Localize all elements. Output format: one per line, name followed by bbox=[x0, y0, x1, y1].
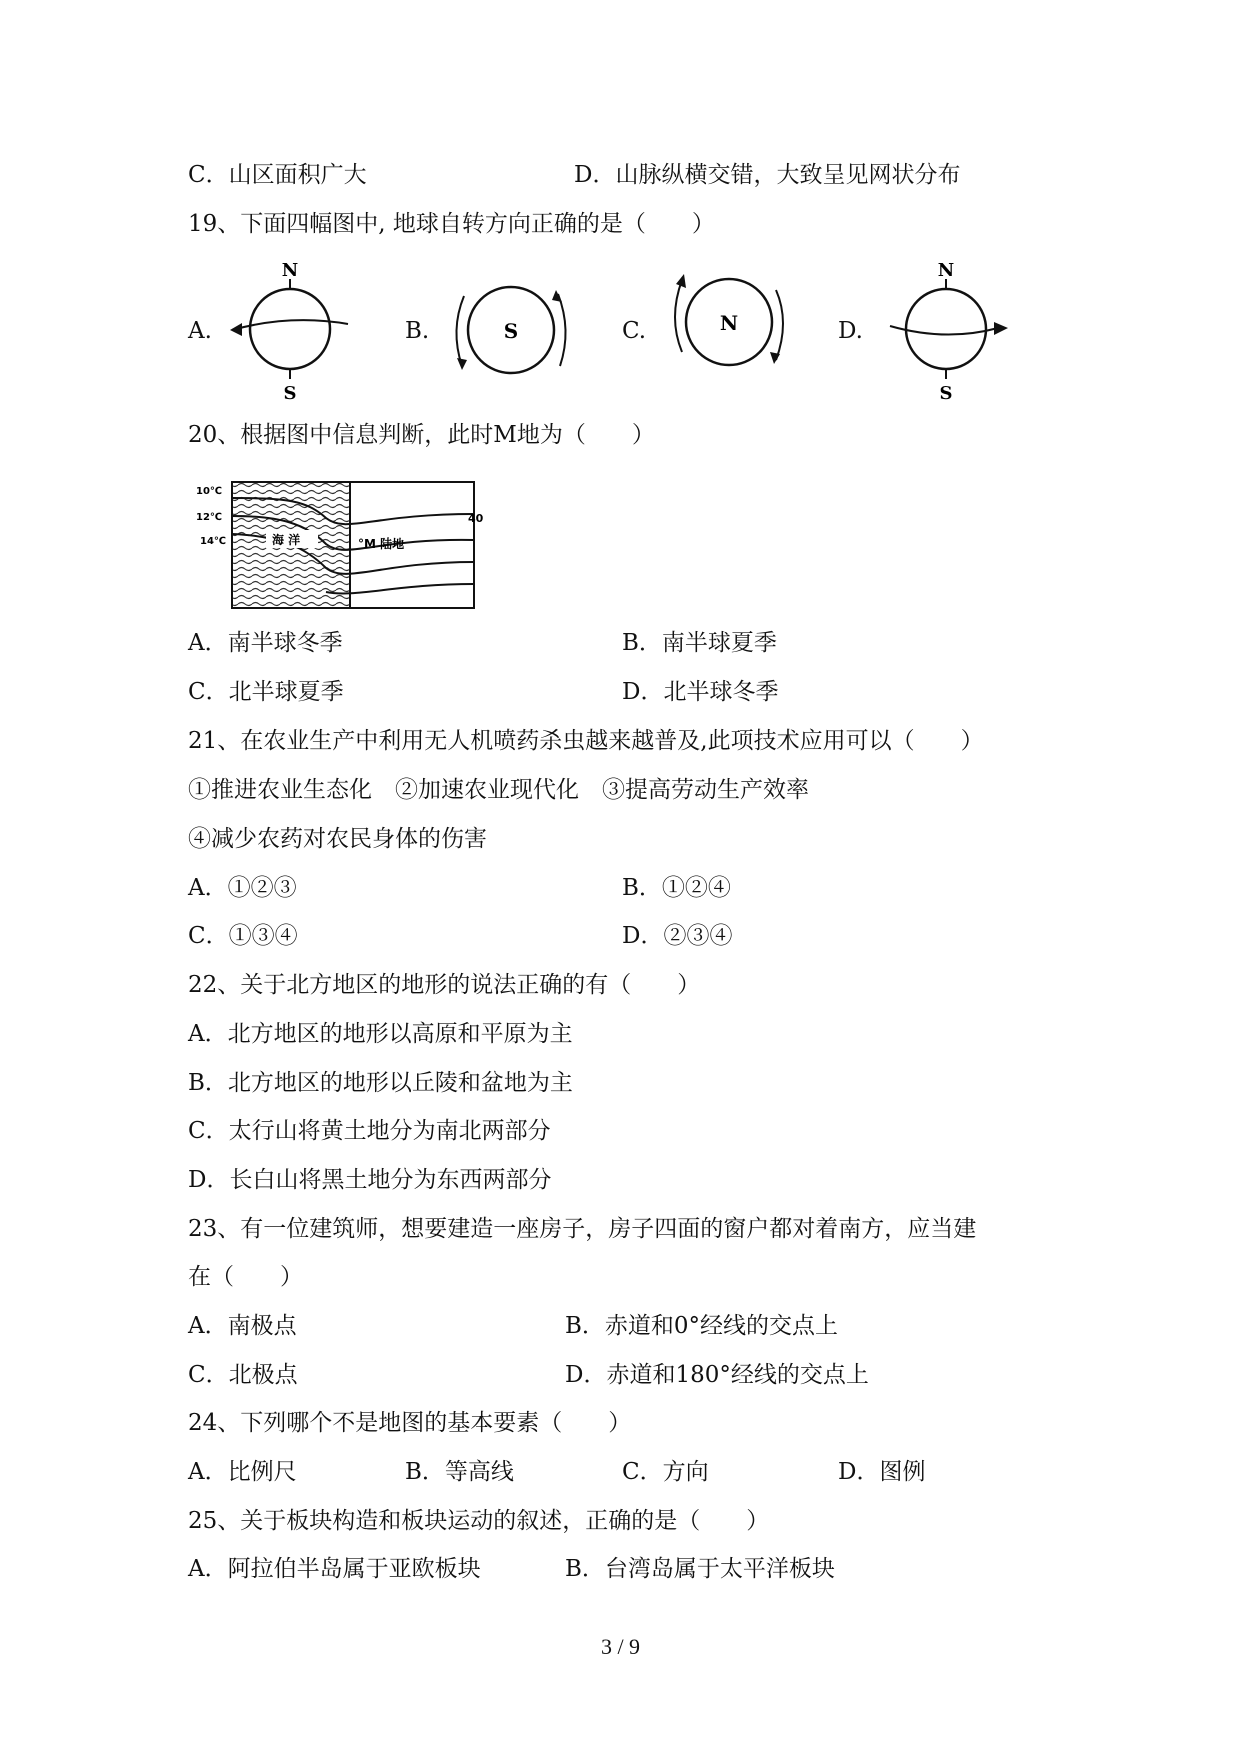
q19-figure-c bbox=[664, 262, 794, 370]
q24-option-c: C．方向 bbox=[622, 1459, 709, 1485]
q24-option-b: B．等高线 bbox=[405, 1459, 514, 1485]
isotherm-10-label: 10℃ bbox=[196, 486, 223, 497]
land-m-label: °M 陆地 bbox=[358, 537, 405, 551]
q18-option-c: C．山区面积广大 bbox=[188, 162, 367, 188]
q21-option-b: B．①②④ bbox=[622, 875, 731, 901]
q21-statements-2: ④减少农药对农民身体的伤害 bbox=[188, 826, 487, 852]
q19-label-c: C. bbox=[622, 318, 647, 344]
q24-option-d: D．图例 bbox=[838, 1459, 926, 1485]
north-label: N bbox=[281, 260, 299, 281]
q21-statements-1: ①推进农业生态化 ②加速农业现代化 ③提高劳动生产效率 bbox=[188, 777, 809, 803]
q25-option-a: A．阿拉伯半岛属于亚欧板块 bbox=[188, 1556, 481, 1582]
arrow-down-icon bbox=[457, 358, 467, 370]
q20-option-b: B．南半球夏季 bbox=[622, 630, 777, 656]
q19-figure-a bbox=[220, 256, 360, 406]
q19-figure-b bbox=[446, 278, 576, 378]
q23-option-d: D．赤道和180°经线的交点上 bbox=[565, 1362, 869, 1388]
q25-stem: 25、关于板块构造和板块运动的叙述，正确的是（ ） bbox=[188, 1508, 770, 1534]
q20-isotherm-figure bbox=[196, 474, 486, 614]
arrow-down-icon bbox=[770, 352, 780, 364]
isotherm-14-label: 14℃ bbox=[200, 536, 227, 547]
q20-option-c: C．北半球夏季 bbox=[188, 679, 344, 705]
q22-option-b: B．北方地区的地形以丘陵和盆地为主 bbox=[188, 1070, 573, 1096]
q23-option-a: A．南极点 bbox=[188, 1313, 297, 1339]
arrow-up-icon bbox=[552, 290, 562, 302]
south-label: S bbox=[939, 383, 953, 404]
q19-label-d: D. bbox=[838, 318, 863, 344]
north-label: N bbox=[937, 260, 955, 281]
q24-option-a: A．比例尺 bbox=[188, 1459, 297, 1485]
arrow-right-icon bbox=[994, 322, 1008, 335]
sea-label: 海 洋 bbox=[272, 533, 301, 547]
south-label: S bbox=[283, 383, 297, 404]
page-number: 3 / 9 bbox=[600, 1634, 641, 1659]
q23-option-b: B．赤道和0°经线的交点上 bbox=[565, 1313, 839, 1339]
q21-option-a: A．①②③ bbox=[188, 875, 297, 901]
q21-stem: 21、在农业生产中利用无人机喷药杀虫越来越普及,此项技术应用可以（ ） bbox=[188, 728, 984, 754]
latitude-40-label: 40 bbox=[468, 512, 484, 525]
q23-option-c: C．北极点 bbox=[188, 1362, 298, 1388]
q19-label-b: B. bbox=[405, 318, 430, 344]
north-pole-label: N bbox=[719, 311, 739, 335]
q21-option-c: C．①③④ bbox=[188, 923, 298, 949]
q23-stem-line2: 在（ ） bbox=[188, 1264, 303, 1290]
q19-stem: 19、下面四幅图中, 地球自转方向正确的是（ ） bbox=[188, 211, 715, 237]
q19-label-a: A. bbox=[188, 318, 212, 344]
q22-stem: 22、关于北方地区的地形的说法正确的有（ ） bbox=[188, 972, 701, 998]
q25-option-b: B．台湾岛属于太平洋板块 bbox=[565, 1556, 835, 1582]
q23-stem-line1: 23、有一位建筑师，想要建造一座房子，房子四面的窗户都对着南方，应当建 bbox=[188, 1216, 977, 1242]
q20-stem: 20、根据图中信息判断，此时M地为（ ） bbox=[188, 422, 655, 448]
q24-stem: 24、下列哪个不是地图的基本要素（ ） bbox=[188, 1410, 632, 1436]
isotherm-12-label: 12℃ bbox=[196, 512, 223, 523]
q22-option-a: A．北方地区的地形以高原和平原为主 bbox=[188, 1021, 573, 1047]
q18-option-d: D．山脉纵横交错，大致呈见网状分布 bbox=[574, 162, 961, 188]
q19-figure-d bbox=[876, 256, 1016, 406]
q20-option-a: A．南半球冬季 bbox=[188, 630, 343, 656]
q21-option-d: D．②③④ bbox=[622, 923, 733, 949]
q22-option-c: C．太行山将黄土地分为南北两部分 bbox=[188, 1118, 551, 1144]
q20-option-d: D．北半球冬季 bbox=[622, 679, 779, 705]
arrow-left-icon bbox=[230, 323, 242, 336]
q22-option-d: D．长白山将黑土地分为东西两部分 bbox=[188, 1167, 552, 1193]
south-pole-label: S bbox=[503, 319, 519, 343]
arrow-up-icon bbox=[676, 274, 686, 288]
